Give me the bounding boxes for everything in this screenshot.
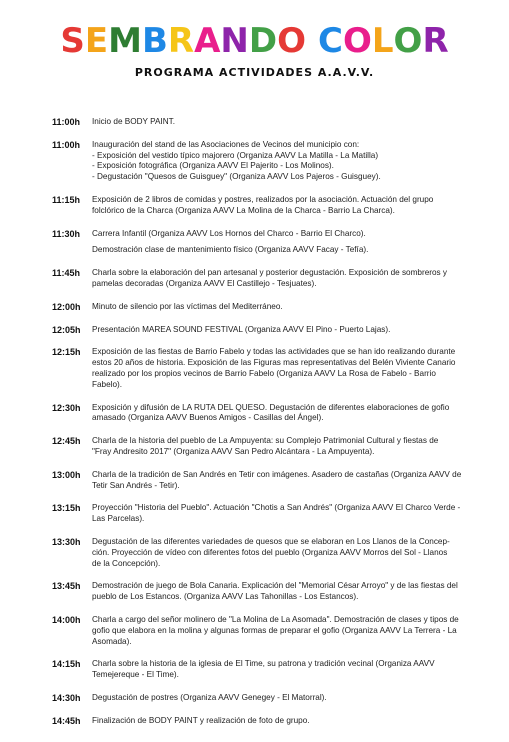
schedule-item — [52, 268, 484, 290]
schedule-description — [92, 302, 484, 313]
description-line: Charla sobre la historia de la iglesia de El Time, su patrona y tradición vecinal (Organiza AAVV — [92, 659, 435, 669]
description-line: Charla de la historia del pueblo de La Ampuyenta: su Complejo Patrimonial Cultural y fiestas de — [92, 436, 439, 446]
schedule-item — [52, 693, 484, 704]
schedule-time: 13:30h — [52, 536, 81, 547]
title-letter: S — [60, 21, 85, 61]
title-letter: O — [342, 21, 372, 61]
description-line: Exposición y difusión de LA RUTA DEL QUESO. Degustación de diferentes elaboraciones de gofio — [92, 402, 450, 412]
schedule-item — [52, 436, 484, 458]
schedule-item — [52, 140, 484, 183]
schedule-description — [92, 615, 484, 647]
description-line: pamelas decoradas (Organiza AAVV El Castillejo - Tesjuates). — [92, 278, 317, 288]
description-line: gofio que elabora en la molina y algunas formas de preparar el gofio (Organiza AAVV La Terrera - La — [92, 625, 457, 635]
title-letter: B — [141, 21, 168, 61]
description-line: "Fray Andresito 2017" (Organiza AAVV San Pedro Alcántara - La Ampuyenta). — [92, 446, 375, 456]
description-line: realizado por los propios vecinos de Barrio Fabelo (Organiza AAVV La Rosa de Fabelo - Barrio — [92, 368, 436, 378]
description-line: Charla de la tradición de San Andrés en Tetir con imágenes. Asadero de castañas (Organiza AAVV de — [92, 469, 462, 479]
description-line: Charla a cargo del señor molinero de "La Molina de La Asomada". Demostración de clases y tipos de — [92, 614, 459, 624]
title-letter: A — [194, 21, 221, 61]
header — [0, 22, 509, 79]
schedule-time: 12:30h — [52, 402, 81, 413]
description-line: Charla sobre la elaboración del pan artesanal y posterior degustación. Exposición de sombreros y — [92, 268, 447, 278]
title-letter — [306, 22, 318, 60]
schedule-time: 14:45h — [52, 715, 81, 726]
schedule-description — [92, 229, 484, 240]
description-line: Exposición de 2 libros de comidas y postres, realizados por la asociación. Actuación del grupo — [92, 194, 434, 204]
title-letter: M — [108, 21, 142, 61]
description-line: - Exposición del vestido típico majorero (Organiza AAVV La Matilla - La Matilla) — [92, 150, 379, 160]
page-title — [0, 22, 509, 60]
description-line: ción. Proyección de vídeo con diferentes fotos del pueblo (Organiza AAVV Morros del Sol - Llanos — [92, 547, 448, 557]
schedule-time: 12:00h — [52, 301, 81, 312]
schedule-item — [52, 347, 484, 390]
schedule-time: 13:15h — [52, 503, 81, 514]
description-line: Asomada). — [92, 636, 132, 646]
description-line: Demostración clase de mantenimiento físico (Organiza AAVV Facay - Tefía). — [92, 245, 369, 255]
description-line: Fabelo). — [92, 379, 123, 389]
schedule-time: 11:30h — [52, 228, 81, 239]
schedule-item — [52, 470, 484, 492]
description-line: Presentación MAREA SOUND FESTIVAL (Organiza AAVV El Pino - Puerto Lajas). — [92, 324, 391, 334]
schedule-time: 14:30h — [52, 692, 81, 703]
title-letter: O — [277, 21, 306, 61]
schedule-item — [52, 302, 484, 313]
schedule-item — [52, 716, 484, 727]
schedule-description — [92, 581, 484, 603]
page-subtitle: PROGRAMA ACTIVIDADES A.A.V.V. — [134, 66, 375, 79]
description-line: Minuto de silencio por las víctimas del Mediterráneo. — [92, 301, 283, 311]
schedule-item — [52, 229, 484, 240]
description-line: amasado (Organiza AAVV Buenos Amigos - Casillas del Ángel). — [92, 413, 324, 423]
description-line: de la Concepción). — [92, 558, 161, 568]
title-letter: C — [318, 21, 343, 61]
schedule-time: 11:45h — [52, 268, 81, 279]
schedule-time: 12:15h — [52, 347, 81, 358]
schedule-time: 11:15h — [52, 194, 81, 205]
schedule-item — [52, 537, 484, 569]
schedule-description — [92, 117, 484, 128]
description-line: Tetir San Andrés - Tetir). — [92, 480, 180, 490]
title-letter: R — [167, 21, 195, 61]
description-line: Carrera Infantil (Organiza AAVV Los Hornos del Charco - Barrio El Charco). — [92, 228, 366, 238]
description-line: Finalización de BODY PAINT y realización de foto de grupo. — [92, 715, 310, 725]
schedule-time: 14:15h — [52, 659, 81, 670]
schedule-time: 11:00h — [52, 139, 81, 150]
schedule-description — [92, 347, 484, 390]
description-line: pueblo de Los Estancos. (Organiza AAVV Las Tahonillas - Los Estancos). — [92, 592, 359, 602]
schedule-description — [92, 503, 484, 525]
description-line: Inauguración del stand de las Asociaciones de Vecinos del municipio con: — [92, 139, 360, 149]
title-letter: R — [422, 21, 449, 61]
schedule-description — [92, 537, 484, 569]
title-letter: N — [220, 21, 249, 61]
title-letter: O — [393, 21, 423, 61]
schedule-description — [92, 436, 484, 458]
schedule-description — [92, 693, 484, 704]
schedule-description — [92, 403, 484, 425]
schedule-time: 14:00h — [52, 614, 81, 625]
schedule-description — [92, 325, 484, 336]
schedule-description — [92, 470, 484, 492]
schedule-description — [92, 659, 484, 681]
schedule-description — [92, 140, 484, 183]
schedule-item — [52, 403, 484, 425]
title-letter: D — [248, 21, 278, 61]
schedule-time: 11:00h — [52, 117, 81, 127]
description-line: - Exposición fotográfica (Organiza AAVV El Pajerito - Los Molinos). — [92, 161, 334, 171]
schedule-description — [92, 716, 484, 727]
schedule-time: 13:45h — [52, 581, 81, 592]
description-line: folclórico de la Charca (Organiza AAVV La Molina de la Charca - Barrio La Charca). — [92, 205, 395, 215]
description-line: Inicio de BODY PAINT. — [92, 117, 175, 126]
description-line: Temejereque - El Time). — [92, 670, 179, 680]
schedule-item — [52, 325, 484, 336]
description-line: - Degustación "Quesos de Guisguey" (Organiza AAVV Los Pajeros - Guisguey). — [92, 172, 381, 182]
schedule-time: 12:45h — [52, 436, 81, 447]
schedule-item — [52, 245, 484, 256]
title-letter: E — [84, 21, 109, 61]
description-line: Degustación de las diferentes variedades de quesos que se elaboran en Los Llanos de la Concep- — [92, 536, 450, 546]
schedule-time: 13:00h — [52, 469, 81, 480]
schedule-description — [92, 245, 484, 256]
schedule-item — [52, 195, 484, 217]
description-line: Degustación de postres (Organiza AAVV Genegey - El Matorral). — [92, 692, 327, 702]
schedule-item — [52, 615, 484, 647]
description-line: Las Parcelas). — [92, 514, 145, 524]
schedule-time: 12:05h — [52, 324, 81, 335]
schedule-description — [92, 268, 484, 290]
title-letter: L — [371, 21, 394, 61]
schedule-description — [92, 195, 484, 217]
schedule-item — [52, 117, 484, 128]
description-line: Proyección "Historia del Pueblo". Actuación "Chotis a San Andrés" (Organiza AAVV El Charco Verde - — [92, 503, 461, 513]
schedule-item — [52, 581, 484, 603]
description-line: Exposición de las fiestas de Barrio Fabelo y todas las actividades que se han ido realizando durante — [92, 347, 456, 357]
schedule-item — [52, 503, 484, 525]
schedule-item — [52, 659, 484, 681]
description-line: Demostración de juego de Bola Canaria. Explicación del "Memorial César Arroyo" y de las fiestas del — [92, 581, 458, 591]
description-line: estos 20 años de historia. Exposición de las Figuras mas representativas del Belén Viviente Canario — [92, 358, 456, 368]
schedule-list — [52, 117, 484, 726]
